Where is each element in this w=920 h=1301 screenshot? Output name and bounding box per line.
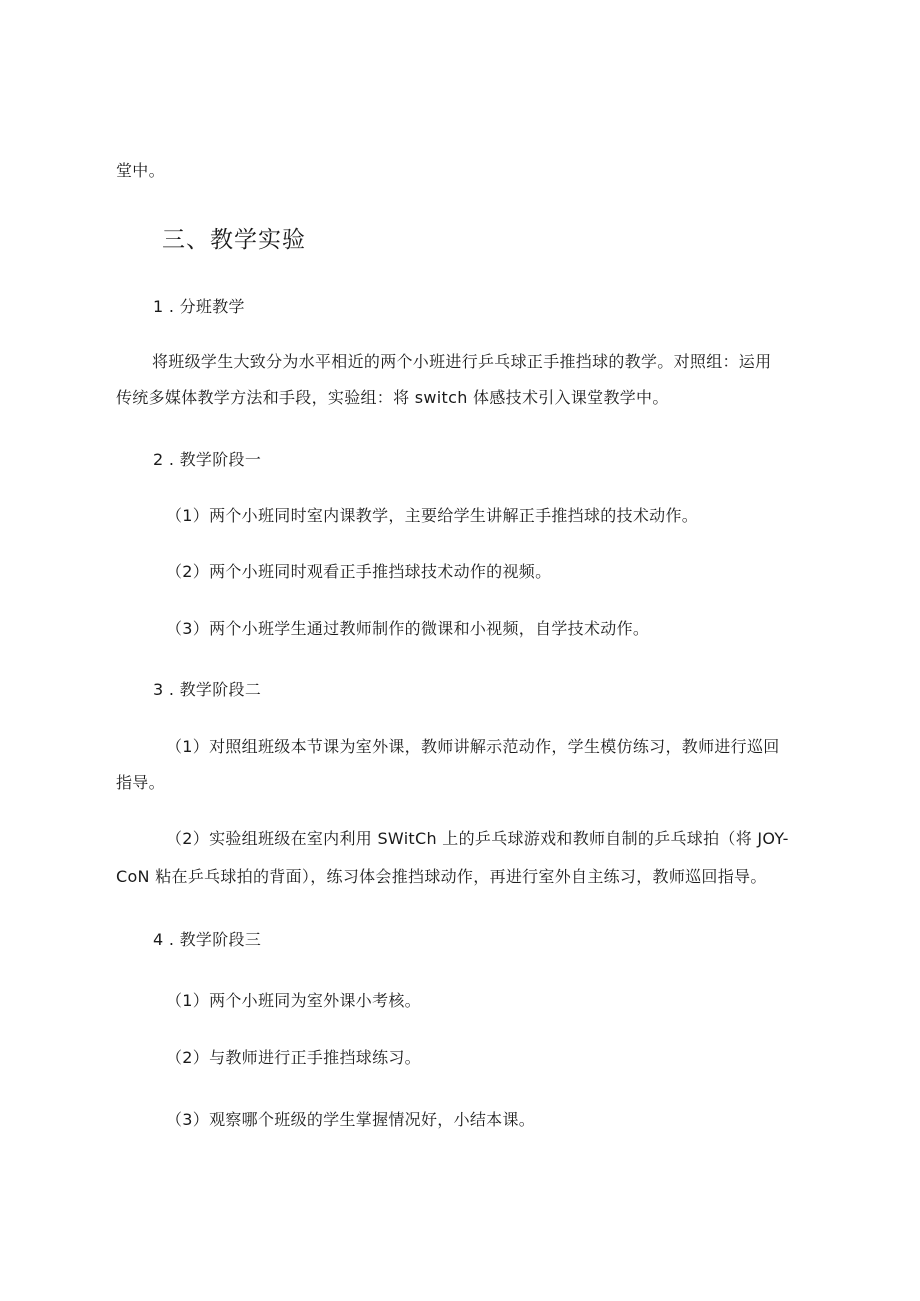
item2-sub2: （2）两个小班同时观看正手推挡球技术动作的视频。 (166, 562, 552, 581)
item4-sub2: （2）与教师进行正手推挡球练习。 (166, 1048, 421, 1067)
item3-sub2-line1: （2）实验组班级在室内利用 SWitCh 上的乒乓球游戏和教师自制的乒乓球拍（将 JOY- (166, 829, 789, 848)
continuation-text: 堂中。 (116, 161, 165, 180)
item4-sub1: （1）两个小班同为室外课小考核。 (166, 991, 421, 1010)
item3-title: 3 . 教学阶段二 (153, 680, 262, 699)
item1-paragraph-line2: 传统多媒体教学方法和手段，实验组：将 switch 体感技术引入课堂教学中。 (116, 388, 669, 407)
item2-sub1: （1）两个小班同时室内课教学，主要给学生讲解正手推挡球的技术动作。 (166, 506, 699, 525)
item1-title: 1 . 分班教学 (153, 297, 245, 316)
item4-title: 4 . 教学阶段三 (153, 930, 262, 949)
item3-sub2-line2: CoN 粘在乒乓球拍的背面），练习体会推挡球动作，再进行室外自主练习，教师巡回指导。 (116, 867, 767, 886)
item2-title: 2 . 教学阶段一 (153, 450, 262, 469)
item1-paragraph-line1: 将班级学生大致分为水平相近的两个小班进行乒乓球正手推挡球的教学。对照组：运用 (152, 352, 772, 371)
item4-sub3: （3）观察哪个班级的学生掌握情况好，小结本课。 (166, 1110, 536, 1129)
item3-sub1-line1: （1）对照组班级本节课为室外课，教师讲解示范动作，学生模仿练习，教师进行巡回 (166, 737, 780, 756)
section-heading: 三、教学实验 (162, 227, 306, 253)
item2-sub3: （3）两个小班学生通过教师制作的微课和小视频，自学技术动作。 (166, 619, 650, 638)
item3-sub1-line2: 指导。 (116, 773, 165, 792)
